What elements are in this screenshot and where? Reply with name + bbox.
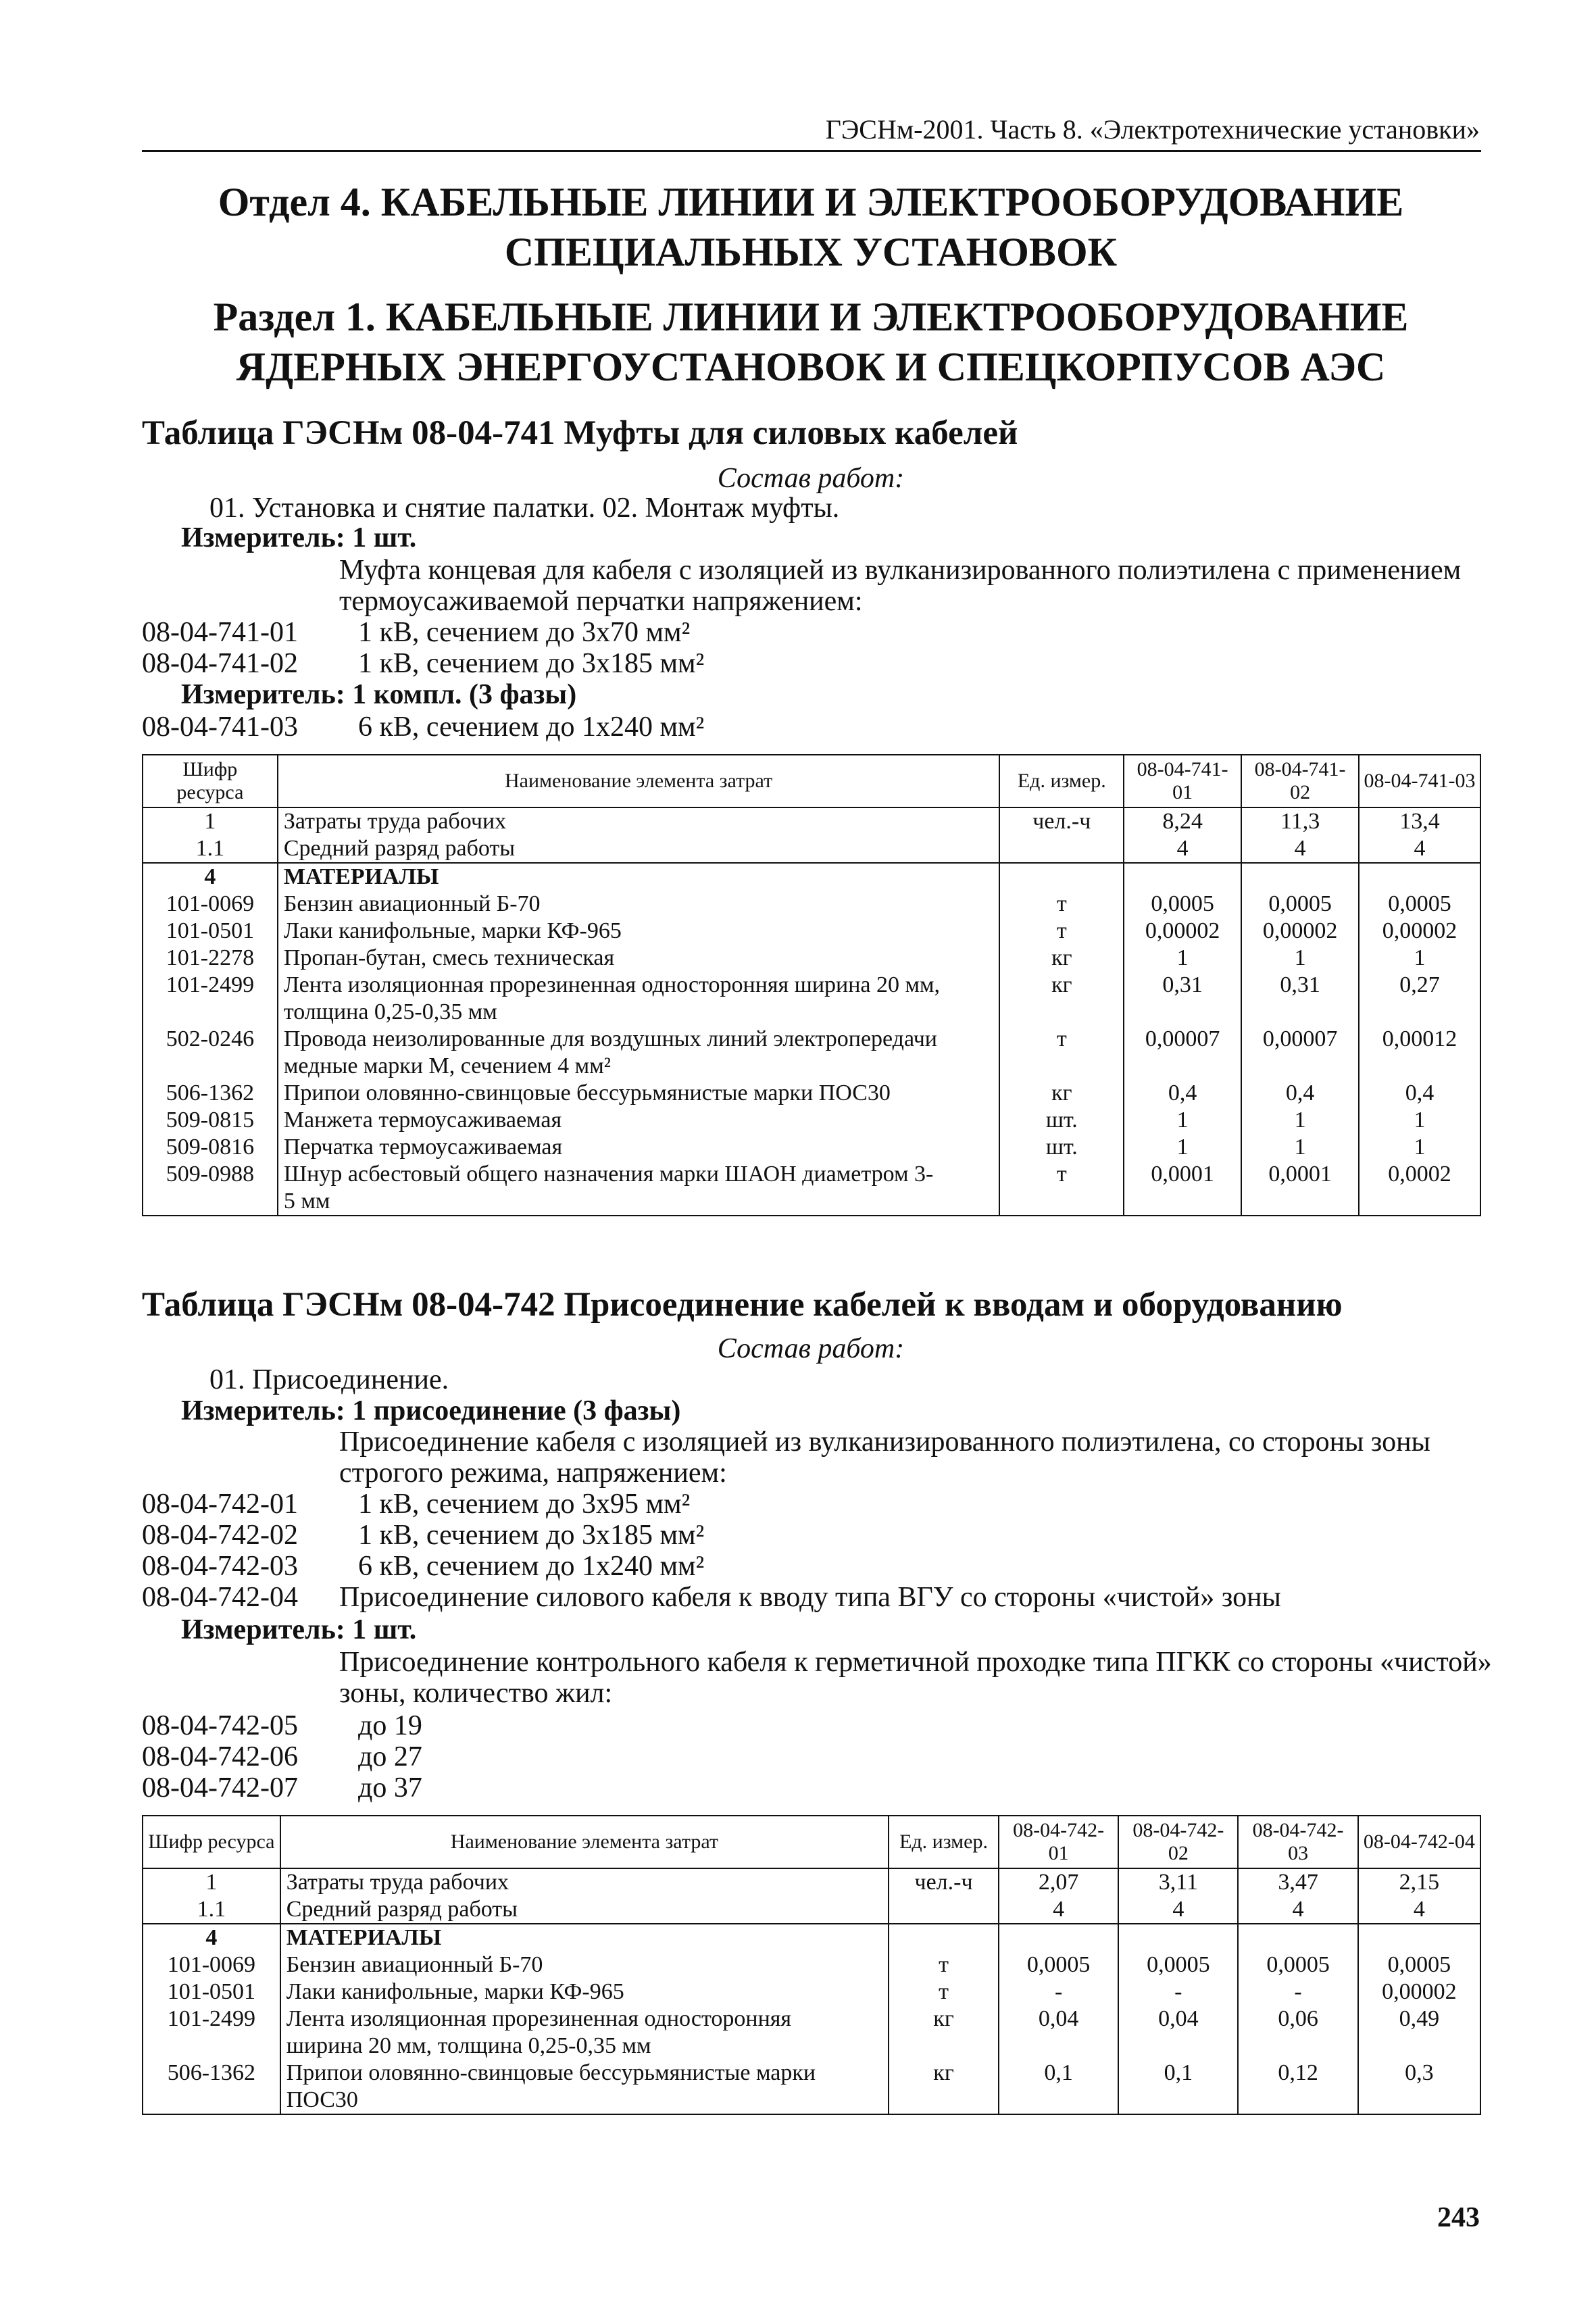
cell-name	[278, 972, 1000, 1026]
table-header-row	[143, 1816, 1480, 1868]
t742-item-text: 6 кВ, сечением до 1х240 мм²	[358, 1551, 705, 1582]
cell-value: 1	[1124, 1134, 1241, 1161]
t742-item-code: 08-04-742-06	[142, 1741, 298, 1772]
cell-name: Манжета термоусаживаемая	[278, 1107, 1000, 1134]
cell-unit: кг	[999, 1080, 1124, 1107]
cell-value: -	[999, 1978, 1118, 2006]
table-row	[143, 1868, 1480, 1896]
cell-value: -	[1118, 1978, 1238, 2006]
cell-value: 0,00002	[1358, 1978, 1480, 2006]
cell-name: Бензин авиационный Б-70	[278, 891, 1000, 918]
cell-value: 0,00007	[1124, 1026, 1241, 1080]
cell-value: 4	[1241, 835, 1359, 863]
running-header: ГЭСНм-2001. Часть 8. «Электротехнические установки»	[825, 114, 1480, 145]
col-header-code: 08-04-741-03	[1359, 755, 1480, 807]
otdel-heading	[142, 177, 1480, 277]
cell-code: 1.1	[143, 835, 278, 863]
cell-value: 11,3	[1241, 807, 1359, 835]
t741-intro1: Муфта концевая для кабеля с изоляцией из вулканизированного полиэтилена с применением	[339, 555, 1462, 586]
cell-name	[278, 1161, 1000, 1216]
cell-code: 506-1362	[143, 2060, 280, 2114]
cell-name-line2: медные марки М, сечением 4 мм²	[283, 1053, 611, 1078]
t742-item-code: 08-04-742-07	[142, 1772, 298, 1803]
cell-unit: т	[999, 891, 1124, 918]
t742-meter1: Измеритель: 1 присоединение (3 фазы)	[181, 1395, 681, 1426]
cell-value: 0,4	[1241, 1080, 1359, 1107]
t742-item-code: 08-04-742-04	[142, 1582, 298, 1613]
cell-value: 0,0001	[1241, 1161, 1359, 1216]
cell-name-line1: Шнур асбестовый общего назначения марки ШАОН диаметром 3-	[283, 1162, 934, 1187]
cell-value: 0,00002	[1241, 918, 1359, 945]
cell-name: Припои оловянно-свинцовые бессурьмянистые марки ПОС30	[278, 1080, 1000, 1107]
col-header-name: Наименование элемента затрат	[280, 1816, 889, 1868]
cell-name-line2: ПОС30	[286, 2087, 358, 2112]
t741-item-text: 6 кВ, сечением до 1х240 мм²	[358, 712, 705, 743]
col-header-unit: Ед. измер.	[889, 1816, 999, 1868]
razdel-heading-line1: Раздел 1. КАБЕЛЬНЫЕ ЛИНИИ И ЭЛЕКТРООБОРУДОВАНИЕ	[213, 295, 1409, 339]
cell-code: 509-0815	[143, 1107, 278, 1134]
cell-name: Лаки канифольные, марки КФ-965	[280, 1978, 889, 2006]
cell-unit	[889, 1896, 999, 1924]
cell-code: 101-2499	[143, 2006, 280, 2060]
cell-value: 3,47	[1238, 1868, 1357, 1896]
otdel-heading-line2: СПЕЦИАЛЬНЫХ УСТАНОВОК	[504, 230, 1118, 274]
t742-intro1: Присоединение кабеля с изоляцией из вулканизированного полиэтилена, со стороны зоны	[339, 1426, 1430, 1458]
cell-value: 4	[999, 1896, 1118, 1924]
t741-item-text: 1 кВ, сечением до 3х70 мм²	[358, 617, 691, 648]
t742-intro4: зоны, количество жил:	[339, 1678, 613, 1709]
cell-unit: т	[999, 1161, 1124, 1216]
cell-unit: чел.-ч	[999, 807, 1124, 835]
cell-name-line2: 5 мм	[283, 1189, 330, 1214]
cell-name: Затраты труда рабочих	[278, 807, 1000, 835]
t742-item-text: 1 кВ, сечением до 3х185 мм²	[358, 1520, 705, 1551]
cell-value: 4	[1359, 835, 1480, 863]
t742-item-text: Присоединение силового кабеля к вводу типа ВГУ со стороны «чистой» зоны	[339, 1582, 1281, 1613]
col-header-code: 08-04-742-03	[1238, 1816, 1357, 1868]
t742-intro2: строгого режима, напряжением:	[339, 1458, 727, 1489]
cell-value: 0,27	[1359, 972, 1480, 1026]
cell-value: 1	[1359, 1134, 1480, 1161]
t741-intro2: термоусаживаемой перчатки напряжением:	[339, 586, 863, 617]
cell-value: 0,00002	[1124, 918, 1241, 945]
t742-meter2: Измеритель: 1 шт.	[181, 1614, 417, 1645]
col-header-code: 08-04-742-04	[1358, 1816, 1480, 1868]
t742-item-code: 08-04-742-03	[142, 1551, 298, 1582]
col-header-code: 08-04-742-01	[999, 1816, 1118, 1868]
cell-value: 8,24	[1124, 807, 1241, 835]
table-row	[143, 2006, 1480, 2060]
table-row	[143, 1026, 1480, 1080]
cell-value: 0,00012	[1359, 1026, 1480, 1080]
cell-name-line2: ширина 20 мм, толщина 0,25-0,35 мм	[286, 2033, 651, 2058]
cell-name: Пропан-бутан, смесь техническая	[278, 945, 1000, 972]
table-row	[143, 1080, 1480, 1107]
table-header-row	[143, 755, 1480, 807]
t741-item-code: 08-04-741-01	[142, 617, 298, 648]
cell-name-line2: толщина 0,25-0,35 мм	[283, 999, 497, 1024]
cell-code: 1.1	[143, 1896, 280, 1924]
cell-code: 1	[143, 807, 278, 835]
col-header-cipher: Шифр ресурса	[143, 755, 278, 807]
table-row	[143, 1107, 1480, 1134]
col-header-unit: Ед. измер.	[999, 755, 1124, 807]
cell-value: 1	[1359, 945, 1480, 972]
table-742-title: Таблица ГЭСНм 08-04-742 Присоединение кабелей к вводам и оборудованию	[142, 1286, 1343, 1324]
t742-item-text: 1 кВ, сечением до 3х95 мм²	[358, 1489, 691, 1520]
t742-item-text: до 19	[358, 1710, 422, 1741]
t741-meter1: Измеритель: 1 шт.	[181, 522, 417, 553]
col-header-code: 08-04-741-01	[1124, 755, 1241, 807]
cell-unit: чел.-ч	[889, 1868, 999, 1896]
t742-intro3: Присоединение контрольного кабеля к герметичной проходке типа ПГКК со стороны «чистой»	[339, 1647, 1492, 1678]
cell-value: 0,4	[1359, 1080, 1480, 1107]
cell-name: Средний разряд работы	[280, 1896, 889, 1924]
t741-work-label: Состав работ:	[717, 463, 905, 494]
materials-label: МАТЕРИАЛЫ	[280, 1924, 889, 1951]
razdel-heading-line2: ЯДЕРНЫХ ЭНЕРГОУСТАНОВОК И СПЕЦКОРПУСОВ АЭС	[236, 345, 1386, 389]
cell-value: 4	[1118, 1896, 1238, 1924]
cell-value: -	[1238, 1978, 1357, 2006]
cell-value: 1	[1359, 1107, 1480, 1134]
cell-name-line1: Лента изоляционная прорезиненная односторонняя	[286, 2006, 792, 2031]
table-741-title: Таблица ГЭСНм 08-04-741 Муфты для силовых кабелей	[142, 414, 1018, 452]
table-row	[143, 807, 1480, 835]
cell-name	[280, 2060, 889, 2114]
cell-value: 0,4	[1124, 1080, 1241, 1107]
cell-code: 509-0988	[143, 1161, 278, 1216]
cell-name	[280, 2006, 889, 2060]
t742-item-code: 08-04-742-01	[142, 1489, 298, 1520]
table-742	[142, 1815, 1481, 2115]
cell-value: 0,0005	[999, 1951, 1118, 1978]
cell-code: 506-1362	[143, 1080, 278, 1107]
cell-code: 4	[143, 863, 278, 891]
cell-value: 4	[1238, 1896, 1357, 1924]
table-row	[143, 972, 1480, 1026]
table-row-materials-group	[143, 1924, 1480, 1951]
cell-value: 0,0001	[1124, 1161, 1241, 1216]
t741-item-text: 1 кВ, сечением до 3х185 мм²	[358, 648, 705, 679]
cell-value: 0,49	[1358, 2006, 1480, 2060]
cell-value: 1	[1241, 1134, 1359, 1161]
table-row	[143, 945, 1480, 972]
cell-unit: кг	[889, 2060, 999, 2114]
cell-value: 0,1	[1118, 2060, 1238, 2114]
cell-code: 101-0069	[143, 891, 278, 918]
cell-value: 0,00002	[1359, 918, 1480, 945]
cell-value: 0,0002	[1359, 1161, 1480, 1216]
table-row	[143, 918, 1480, 945]
t742-item-code: 08-04-742-05	[142, 1710, 298, 1741]
cell-code: 101-0501	[143, 918, 278, 945]
cell-code: 101-2499	[143, 972, 278, 1026]
t741-meter2: Измеритель: 1 компл. (3 фазы)	[181, 679, 577, 710]
table-row	[143, 1978, 1480, 2006]
cell-name-line1: Припои оловянно-свинцовые бессурьмянистые марки	[286, 2060, 816, 2085]
page-number: 243	[1437, 2202, 1480, 2233]
cell-unit: т	[999, 918, 1124, 945]
razdel-heading	[142, 292, 1480, 392]
cell-unit: т	[889, 1951, 999, 1978]
cell-value: 4	[1358, 1896, 1480, 1924]
cell-value: 13,4	[1359, 807, 1480, 835]
cell-value: 1	[1241, 945, 1359, 972]
cell-unit: кг	[999, 945, 1124, 972]
cell-unit: шт.	[999, 1107, 1124, 1134]
table-row	[143, 1134, 1480, 1161]
t742-item-code: 08-04-742-02	[142, 1520, 298, 1551]
table-row	[143, 2060, 1480, 2114]
cell-name-line1: Провода неизолированные для воздушных линий электропередачи	[283, 1026, 938, 1051]
cell-unit: кг	[889, 2006, 999, 2060]
cell-value: 0,31	[1241, 972, 1359, 1026]
table-row	[143, 1951, 1480, 1978]
cell-value: 0,0005	[1359, 891, 1480, 918]
cell-value: 3,11	[1118, 1868, 1238, 1896]
cell-code: 502-0246	[143, 1026, 278, 1080]
cell-value: 1	[1124, 945, 1241, 972]
table-row	[143, 835, 1480, 863]
cell-value: 0,0005	[1118, 1951, 1238, 1978]
cell-code: 101-0069	[143, 1951, 280, 1978]
cell-value: 1	[1241, 1107, 1359, 1134]
otdel-heading-line1: Отдел 4. КАБЕЛЬНЫЕ ЛИНИИ И ЭЛЕКТРООБОРУДОВАНИЕ	[218, 180, 1404, 224]
col-header-cipher: Шифр ресурса	[143, 1816, 280, 1868]
cell-unit: т	[999, 1026, 1124, 1080]
cell-value: 0,00007	[1241, 1026, 1359, 1080]
cell-name: Перчатка термоусаживаемая	[278, 1134, 1000, 1161]
cell-name: Средний разряд работы	[278, 835, 1000, 863]
cell-value: 2,15	[1358, 1868, 1480, 1896]
t742-work-label: Состав работ:	[717, 1333, 905, 1364]
cell-value: 0,3	[1358, 2060, 1480, 2114]
col-header-code: 08-04-742-02	[1118, 1816, 1238, 1868]
cell-unit: кг	[999, 972, 1124, 1026]
table-row	[143, 891, 1480, 918]
cell-value: 0,0005	[1241, 891, 1359, 918]
table-row-materials-group	[143, 863, 1480, 891]
cell-value: 0,0005	[1124, 891, 1241, 918]
t742-item-text: до 37	[358, 1772, 422, 1803]
cell-value: 4	[1124, 835, 1241, 863]
table-row	[143, 1161, 1480, 1216]
cell-value: 0,06	[1238, 2006, 1357, 2060]
col-header-code: 08-04-741-02	[1241, 755, 1359, 807]
cell-name: Бензин авиационный Б-70	[280, 1951, 889, 1978]
cell-name-line1: Лента изоляционная прорезиненная односторонняя ширина 20 мм,	[283, 972, 941, 997]
t741-work-text: 01. Установка и снятие палатки. 02. Монтаж муфты.	[209, 493, 840, 524]
t742-work-text: 01. Присоединение.	[209, 1364, 449, 1395]
cell-name: Затраты труда рабочих	[280, 1868, 889, 1896]
cell-value: 2,07	[999, 1868, 1118, 1896]
col-header-name: Наименование элемента затрат	[278, 755, 1000, 807]
cell-name: Лаки канифольные, марки КФ-965	[278, 918, 1000, 945]
cell-unit: т	[889, 1978, 999, 2006]
materials-label: МАТЕРИАЛЫ	[278, 863, 1000, 891]
table-741	[142, 754, 1481, 1216]
cell-value: 0,12	[1238, 2060, 1357, 2114]
cell-value: 0,31	[1124, 972, 1241, 1026]
cell-code: 1	[143, 1868, 280, 1896]
cell-code: 101-0501	[143, 1978, 280, 2006]
cell-unit	[999, 835, 1124, 863]
cell-value: 1	[1124, 1107, 1241, 1134]
cell-code: 4	[143, 1924, 280, 1951]
cell-name	[278, 1026, 1000, 1080]
cell-code: 509-0816	[143, 1134, 278, 1161]
cell-value: 0,04	[1118, 2006, 1238, 2060]
t741-item-code: 08-04-741-02	[142, 648, 298, 679]
cell-value: 0,0005	[1238, 1951, 1357, 1978]
cell-value: 0,04	[999, 2006, 1118, 2060]
table-row	[143, 1896, 1480, 1924]
cell-value: 0,1	[999, 2060, 1118, 2114]
t742-item-text: до 27	[358, 1741, 422, 1772]
header-rule	[142, 150, 1481, 152]
t741-item-code: 08-04-741-03	[142, 712, 298, 743]
cell-value: 0,0005	[1358, 1951, 1480, 1978]
cell-unit: шт.	[999, 1134, 1124, 1161]
cell-code: 101-2278	[143, 945, 278, 972]
